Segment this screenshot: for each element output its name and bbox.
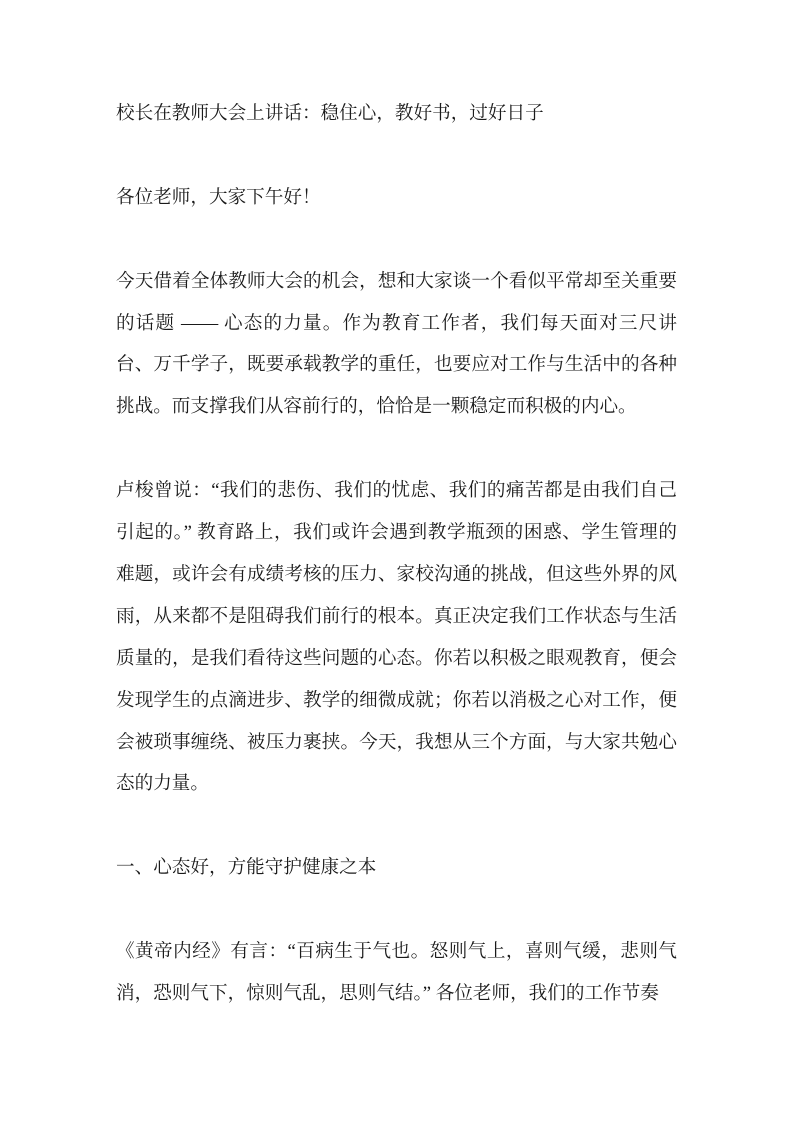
rousseau-quote-paragraph: 卢梭曾说：“我们的悲伤、我们的忧虑、我们的痛苦都是由我们自己引起的。” 教育路上，我们或许会遇到教学瓶颈的困惑、学生管理的难题，或许会有成绩考核的压力、家校沟通的挑战，但这些外界的风雨，从来都不是阻碍我们前行的根本。真正决定我们工作状态与生活质量的，是我们看待这些问题的心态。你若以积极之眼观教育，便会发现学生的点滴进步、教学的细微成就；你若以消极之心对工作，便会被琐事缠绕、被压力裹挟。今天，我想从三个方面，与大家共勉心态的力量。 — [116, 480, 677, 795]
greeting-line: 各位老师，大家下午好！ — [116, 186, 321, 208]
intro-paragraph: 今天借着全体教师大会的机会，想和大家谈一个看似平常却至关重要的话题 —— 心态的力量。作为教育工作者，我们每天面对三尺讲台、万千学子，既要承载教学的重任，也要应对工作与生活中的各种挑战。而支撑我们从容前行的，恰恰是一颗稳定而积极的内心。 — [116, 270, 677, 418]
document-title: 校长在教师大会上讲话：稳住心，教好书，过好日子 — [116, 103, 544, 124]
huangdi-neijing-paragraph: 《黄帝内经》有言：“百病生于气也。怒则气上，喜则气缓，悲则气消，恐则气下，惊则气乱，思则气结。” 各位老师，我们的工作节奏 — [116, 941, 677, 1004]
section-one-heading: 一、心态好，方能守护健康之本 — [116, 857, 377, 879]
